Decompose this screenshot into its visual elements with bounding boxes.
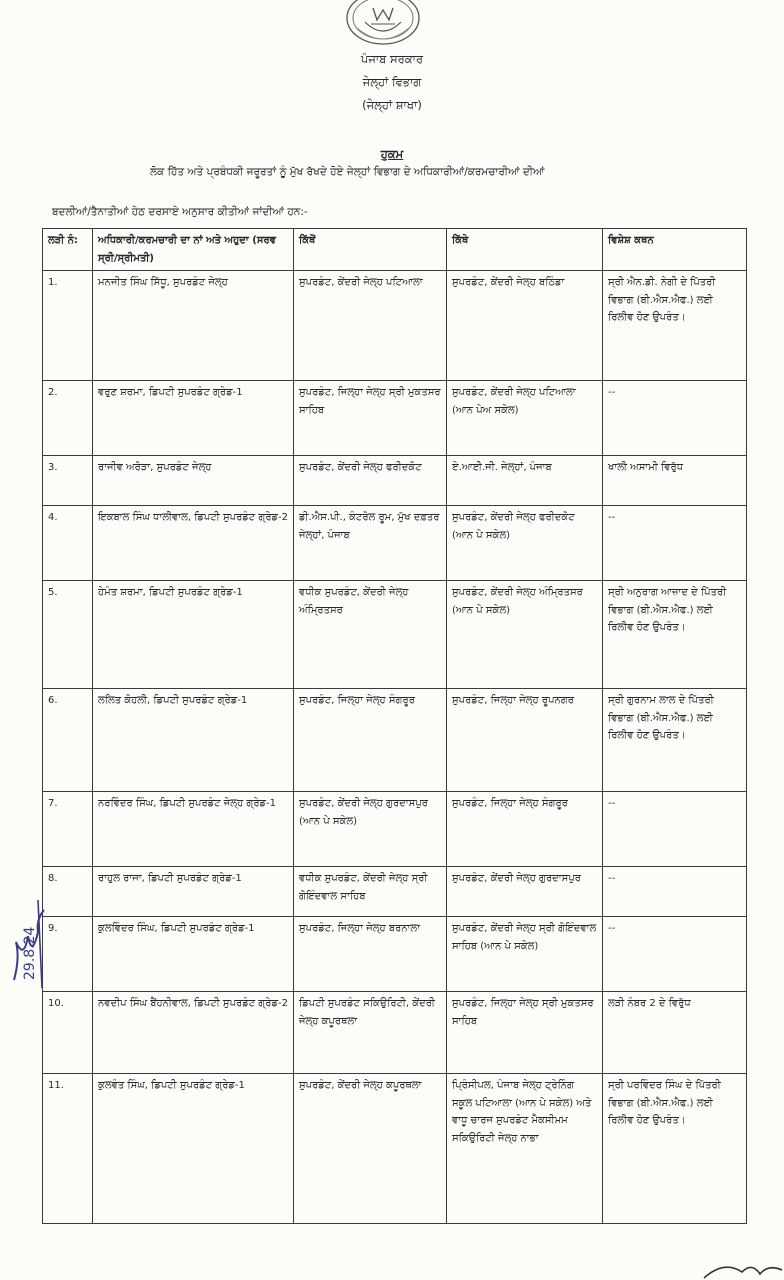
transfer-orders-table — [42, 228, 747, 1224]
cell-remarks: -- — [603, 506, 747, 581]
signature-date: 29.8.24 — [22, 926, 38, 980]
header-from: ਕਿੱਥੋਂ — [294, 229, 447, 271]
cell-name: ਨਵਦੀਪ ਸਿੰਘ ਬੈਂਹਨੀਵਾਲ, ਡਿਪਟੀ ਸੁਪਰਡੰਟ ਗ੍ਰੇਡ-2 — [93, 992, 294, 1074]
cell-from: ਸੁਪਰਡੰਟ, ਕੇਂਦਰੀ ਜੇਲ੍ਹ ਪਟਿਆਲਾ — [294, 271, 447, 381]
intro-line-2: ਬਦਲੀਆਂ/ਤੈਨਾਤੀਆਂ ਹੇਠ ਦਰਸਾਏ ਅਨੁਸਾਰ ਕੀਤੀਆਂ ਜਾਂਦੀਆਂ ਹਨ:- — [52, 206, 308, 218]
table-row — [43, 917, 747, 992]
table-row — [43, 271, 747, 381]
cell-name: ਇਕਬਾਲ ਸਿੰਘ ਧਾਲੀਵਾਲ, ਡਿਪਟੀ ਸੁਪਰਡੰਟ ਗ੍ਰੇਡ-2 — [93, 506, 294, 581]
cell-sr: 10. — [43, 992, 93, 1074]
header-branch: (ਜੇਲ੍ਹਾਂ ਸ਼ਾਖਾ) — [362, 98, 422, 112]
cell-remarks: ਸ੍ਰੀ ਅਨੁਰਾਗ ਆਜ਼ਾਦ ਦੇ ਪਿੱਤਰੀ ਵਿਭਾਗ (ਬੀ.ਐਸ.ਐਫ.) ਲਈ ਰਿਲੀਵ ਹੋਣ ਉਪਰੰਤ। — [603, 581, 747, 689]
table-row — [43, 792, 747, 867]
cell-name: ਨਰਵਿੰਦਰ ਸਿੰਘ, ਡਿਪਟੀ ਸੁਪਰਡੰਟ ਜੇਲ੍ਹ ਗ੍ਰੇਡ-1 — [93, 792, 294, 867]
cell-sr: 5. — [43, 581, 93, 689]
cell-from: ਸੁਪਰਡੰਟ, ਜਿਲ੍ਹਾ ਜੇਲ੍ਹ ਬਰਨਾਲਾ — [294, 917, 447, 992]
cell-sr: 7. — [43, 792, 93, 867]
cell-from: ਸੁਪਰਡੰਟ, ਜਿਲ੍ਹਾ ਜੇਲ੍ਹ ਸ੍ਰੀ ਮੁਕਤਸਰ ਸਾਹਿਬ — [294, 381, 447, 456]
cell-remarks: -- — [603, 381, 747, 456]
cell-from: ਸੁਪਰਡੰਟ, ਕੇਂਦਰੀ ਜੇਲ੍ਹ ਕਪੂਰਥਲਾ — [294, 1074, 447, 1224]
cell-name: ਮਨਜੀਤ ਸਿੰਘ ਸਿੱਧੂ, ਸੁਪਰਡੰਟ ਜੇਲ੍ਹ — [93, 271, 294, 381]
punjab-emblem-icon — [343, 0, 423, 48]
table-row — [43, 867, 747, 917]
table-row — [43, 381, 747, 456]
cell-to: ਸੁਪਰਡੰਟ, ਕੇਂਦਰੀ ਜੇਲ੍ਹ ਗੁਰਦਾਸਪੁਰ — [447, 867, 603, 917]
cell-to: ਸੁਪਰਡੰਟ, ਕੇਂਦਰੀ ਜੇਲ੍ਹ ਅੰਮ੍ਰਿਤਸਰ (ਆਨ ਪੇ ਸਕੇਲ) — [447, 581, 603, 689]
header-government: ਪੰਜਾਬ ਸਰਕਾਰ — [360, 52, 424, 66]
header-remarks: ਵਿਸ਼ੇਸ਼ ਕਥਨ — [603, 229, 747, 271]
cell-remarks: ਸ੍ਰੀ ਪਰਵਿੰਦਰ ਸਿੰਘ ਦੇ ਪਿੱਤਰੀ ਵਿਭਾਗ (ਬੀ.ਐਸ.ਐਫ.) ਲਈ ਰਿਲੀਵ ਹੋਣ ਉਪਰੰਤ। — [603, 1074, 747, 1224]
cell-name: ਹੇਮੰਤ ਸ਼ਰਮਾ, ਡਿਪਟੀ ਸੁਪਰਡੰਟ ਗ੍ਰੇਡ-1 — [93, 581, 294, 689]
cell-sr: 3. — [43, 456, 93, 506]
table-row — [43, 581, 747, 689]
cell-name: ਲਲਿਤ ਕੋਹਲੀ, ਡਿਪਟੀ ਸੁਪਰਡੰਟ ਗ੍ਰੇਡ-1 — [93, 689, 294, 792]
cell-to: ਸੁਪਰਡੰਟ, ਜਿਲ੍ਹਾ ਜੇਲ੍ਹ ਰੂਪਨਗਰ — [447, 689, 603, 792]
header-department: ਜੇਲ੍ਹਾਂ ਵਿਭਾਗ — [362, 75, 422, 89]
partial-signature — [664, 1254, 784, 1280]
intro-line-1: ਲੋਕ ਹਿੱਤ ਅਤੇ ਪ੍ਰਬੰਧਕੀ ਜਰੂਰਤਾਂ ਨੂੰ ਮੁੱਖ ਰੱਖਦੇ ਹੋਏ ਜੇਲ੍ਹਾਂ ਵਿਭਾਗ ਦੇ ਅਧਿਕਾਰੀਆਂ/ਕਰਮਚਾਰੀਆਂ ਦੀਆਂ — [150, 166, 545, 178]
cell-from: ਡਿਪਟੀ ਸੁਪਰਡੰਟ ਸਕਿਉਰਿਟੀ, ਕੇਂਦਰੀ ਜੇਲ੍ਹ ਕਪੂਰਥਲਾ — [294, 992, 447, 1074]
header-to: ਕਿੱਥੇ — [447, 229, 603, 271]
cell-to: ਪ੍ਰਿੰਸੀਪਲ, ਪੰਜਾਬ ਜੇਲ੍ਹ ਟ੍ਰੇਨਿੰਗ ਸਕੂਲ ਪਟਿਆਲਾ (ਆਨ ਪੇ ਸਕੇਲ) ਅਤੇ ਵਾਧੂ ਚਾਰਜ ਸੁਪਰਡੰਟ ਮੈਕਸੀਮਮ ਸਕਿਉਰਿਟੀ ਜੇਲ੍ਹ ਨਾਭਾ — [447, 1074, 603, 1224]
cell-name: ਕੁਲਵਿੰਦਰ ਸਿੰਘ, ਡਿਪਟੀ ਸੁਪਰਡੰਟ ਗ੍ਰੇਡ-1 — [93, 917, 294, 992]
cell-sr: 1. — [43, 271, 93, 381]
table-row — [43, 689, 747, 792]
cell-to: ਏ.ਆਈ.ਜੀ. ਜੇਲ੍ਹਾਂ, ਪੰਜਾਬ — [447, 456, 603, 506]
cell-to: ਸੁਪਰਡੰਟ, ਕੇਂਦਰੀ ਜੇਲ੍ਹ ਸ੍ਰੀ ਗੋਇੰਦਵਾਲ ਸਾਹਿਬ (ਆਨ ਪੇ ਸਕੇਲ) — [447, 917, 603, 992]
table-row — [43, 506, 747, 581]
cell-from: ਵਧੀਕ ਸੁਪਰਡੰਟ, ਕੇਂਦਰੀ ਜੇਲ੍ਹ ਅੰਮ੍ਰਿਤਸਰ — [294, 581, 447, 689]
cell-to: ਸੁਪਰਡੰਟ, ਜਿਲ੍ਹਾ ਜੇਲ੍ਹ ਸ੍ਰੀ ਮੁਕਤਸਰ ਸਾਹਿਬ — [447, 992, 603, 1074]
cell-to: ਸੁਪਰਡੰਟ, ਕੇਂਦਰੀ ਜੇਲ੍ਹ ਫਰੀਦਕੋਟ (ਆਨ ਪੇ ਸਕੇਲ) — [447, 506, 603, 581]
table-row — [43, 992, 747, 1074]
cell-name: ਵਰੁਣ ਸ਼ਰਮਾ, ਡਿਪਟੀ ਸੁਪਰਡੰਟ ਗ੍ਰੇਡ-1 — [93, 381, 294, 456]
table-row — [43, 1074, 747, 1224]
cell-remarks: -- — [603, 917, 747, 992]
cell-remarks: -- — [603, 867, 747, 917]
cell-sr: 2. — [43, 381, 93, 456]
table-row — [43, 456, 747, 506]
cell-remarks: ਸ੍ਰੀ ਐਨ.ਡੀ. ਨੇਗੀ ਦੇ ਪਿੱਤਰੀ ਵਿਭਾਗ (ਬੀ.ਐਸ.ਐਫ.) ਲਈ ਰਿਲੀਵ ਹੋਣ ਉਪਰੰਤ। — [603, 271, 747, 381]
cell-from: ਸੁਪਰਡੰਟ, ਕੇਂਦਰੀ ਜੇਲ੍ਹ ਗੁਰਦਾਸਪੁਰ (ਆਨ ਪੇ ਸਕੇਲ) — [294, 792, 447, 867]
handwritten-initials-signature — [8, 840, 52, 990]
cell-name: ਰਾਹੁਲ ਰਾਜਾ, ਡਿਪਟੀ ਸੁਪਰਡੰਟ ਗ੍ਰੇਡ-1 — [93, 867, 294, 917]
cell-to: ਸੁਪਰਡੰਟ, ਕੇਂਦਰੀ ਜੇਲ੍ਹ ਬਠਿੰਡਾ — [447, 271, 603, 381]
order-title: ਹੁਕਮ — [380, 147, 404, 161]
cell-from: ਸੁਪਰਡੰਟ, ਕੇਂਦਰੀ ਜੇਲ੍ਹ ਫਰੀਦਕੋਟ — [294, 456, 447, 506]
cell-from: ਵਧੀਕ ਸੁਪਰਡੰਟ, ਕੇਂਦਰੀ ਜੇਲ੍ਹ ਸ੍ਰੀ ਗੋਇੰਦਵਾਲ ਸਾਹਿਬ — [294, 867, 447, 917]
table-header-row — [43, 229, 747, 271]
cell-sr: 11. — [43, 1074, 93, 1224]
cell-remarks: -- — [603, 792, 747, 867]
cell-name: ਕੁਲਵੰਤ ਸਿੰਘ, ਡਿਪਟੀ ਸੁਪਰਡੰਟ ਗ੍ਰੇਡ-1 — [93, 1074, 294, 1224]
cell-to: ਸੁਪਰਡੰਟ, ਜਿਲ੍ਹਾ ਜੇਲ੍ਹ ਸੰਗਰੂਰ — [447, 792, 603, 867]
cell-sr: 4. — [43, 506, 93, 581]
cell-to: ਸੁਪਰਡੰਟ, ਕੇਂਦਰੀ ਜੇਲ੍ਹ ਪਟਿਆਲਾ (ਆਨ ਪੇਅ ਸਕੇਲ) — [447, 381, 603, 456]
header-sr-no: ਲੜੀ ਨੰ: — [43, 229, 93, 271]
cell-from: ਸੁਪਰਡੰਟ, ਜਿਲ੍ਹਾ ਜੇਲ੍ਹ ਸੰਗਰੂਰ — [294, 689, 447, 792]
cell-sr: 6. — [43, 689, 93, 792]
cell-name: ਰਾਜੀਵ ਅਰੋੜਾ, ਸੁਪਰਡੰਟ ਜੇਲ੍ਹ — [93, 456, 294, 506]
cell-sr: 9. — [43, 917, 93, 992]
cell-sr: 8. — [43, 867, 93, 917]
cell-from: ਡੀ.ਐਸ.ਪੀ., ਕੰਟਰੋਲ ਰੂਮ, ਮੁੱਖ ਦਫ਼ਤਰ ਜੇਲ੍ਹਾਂ, ਪੰਜਾਬ — [294, 506, 447, 581]
cell-remarks: ਲੜੀ ਨੰਬਰ 2 ਦੇ ਵਿਰੁੱਧ — [603, 992, 747, 1074]
header-name-designation: ਅਧਿਕਾਰੀ/ਕਰਮਚਾਰੀ ਦਾ ਨਾਂ ਅਤੇ ਅਹੁਦਾ (ਸਰਵ ਸ੍ਰੀ/ਸ੍ਰੀਮਤੀ) — [93, 229, 294, 271]
cell-remarks: ਖਾਲੀ ਅਸਾਮੀ ਵਿਰੁੱਧ — [603, 456, 747, 506]
cell-remarks: ਸ੍ਰੀ ਗੁਰਨਾਮ ਲਾਲ ਦੇ ਪਿੱਤਰੀ ਵਿਭਾਗ (ਬੀ.ਐਸ.ਐਫ.) ਲਈ ਰਿਲੀਵ ਹੋਣ ਉਪਰੰਤ। — [603, 689, 747, 792]
